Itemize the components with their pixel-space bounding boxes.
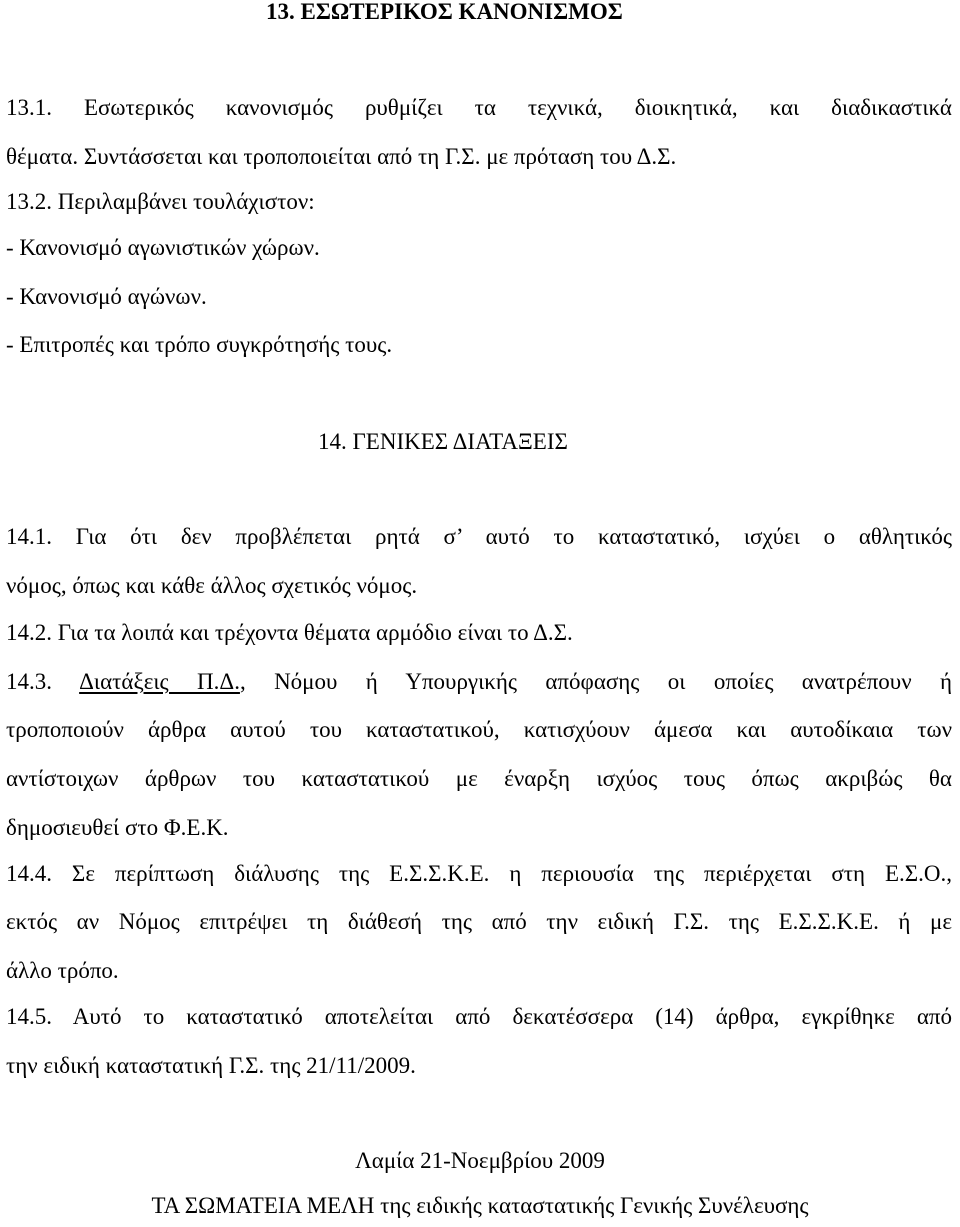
- section-14-title: 14. ΓΕΝΙΚΕΣ ΔΙΑΤΑΞΕΙΣ: [318, 429, 568, 454]
- place-date: Λαμία 21-Νοεμβρίου 2009: [355, 1148, 605, 1173]
- paragraph-13-1-line-1: 13.1. Εσωτερικός κανονισμός ρυθμίζει τα τεχνικά, διοικητικά, και διαδικαστικά: [6, 95, 952, 120]
- article-14-5-line-1: 14.5. Αυτό το καταστατικό αποτελείται από δεκατέσσερα (14) άρθρα, εγκρίθηκε από: [6, 1004, 952, 1029]
- article-14-4-line-2: εκτός αν Νόμος επιτρέψει τη διάθεσή της από την ειδική Γ.Σ. της Ε.Σ.Σ.Κ.Ε. ή με: [6, 909, 952, 934]
- paragraph-13-1-line-2: θέματα. Συντάσσεται και τροποποιείται από τη Γ.Σ. με πρόταση του Δ.Σ.: [6, 144, 677, 169]
- article-14-1-line-2: νόμος, όπως και κάθε άλλος σχετικός νόμος.: [6, 573, 418, 598]
- list-item: - Κανονισμό αγωνιστικών χώρων.: [6, 235, 320, 260]
- article-14-3-line-4: δημοσιευθεί στο Φ.Ε.Κ.: [6, 815, 229, 840]
- article-14-3-line-3: αντίστοιχων άρθρων του καταστατικού με έναρξη ισχύος τους όπως ακριβώς θα: [6, 766, 952, 791]
- article-number: 14.3.: [6, 669, 52, 694]
- list-item: - Επιτροπές και τρόπο συγκρότησής τους.: [6, 332, 393, 357]
- signatories: ΤΑ ΣΩΜΑΤΕΙΑ ΜΕΛΗ της ειδικής καταστατικής Γενικής Συνέλευσης: [151, 1193, 809, 1218]
- article-14-5-line-2: την ειδική καταστατική Γ.Σ. της 21/11/2009.: [6, 1053, 416, 1078]
- article-14-3-line-1: [6, 668, 952, 696]
- article-text: , Νόμου ή Υπουργικής απόφασης οι οποίες ανατρέπουν ή: [239, 669, 952, 694]
- underlined-term: Διατάξεις Π.Δ.: [79, 669, 240, 694]
- paragraph-13-2: 13.2. Περιλαμβάνει τουλάχιστον:: [6, 189, 315, 214]
- article-14-4-line-3: άλλο τρόπο.: [6, 958, 119, 983]
- article-14-1-line-1: 14.1. Για ότι δεν προβλέπεται ρητά σ’ αυτό το καταστατικό, ισχύει ο αθλητικός: [6, 524, 952, 549]
- list-item: - Κανονισμό αγώνων.: [6, 284, 207, 309]
- article-14-4-line-1: 14.4. Σε περίπτωση διάλυσης της Ε.Σ.Σ.Κ.Ε. η περιουσία της περιέρχεται στη Ε.Σ.Ο.,: [6, 861, 952, 886]
- article-14-2: 14.2. Για τα λοιπά και τρέχοντα θέματα αρμόδιο είναι το Δ.Σ.: [6, 620, 573, 645]
- section-13-title: 13. ΕΣΩΤΕΡΙΚΟΣ ΚΑΝΟΝΙΣΜΟΣ: [266, 0, 623, 24]
- article-14-3-line-2: τροποποιούν άρθρα αυτού του καταστατικού, κατισχύουν άμεσα και αυτοδίκαια των: [6, 717, 952, 742]
